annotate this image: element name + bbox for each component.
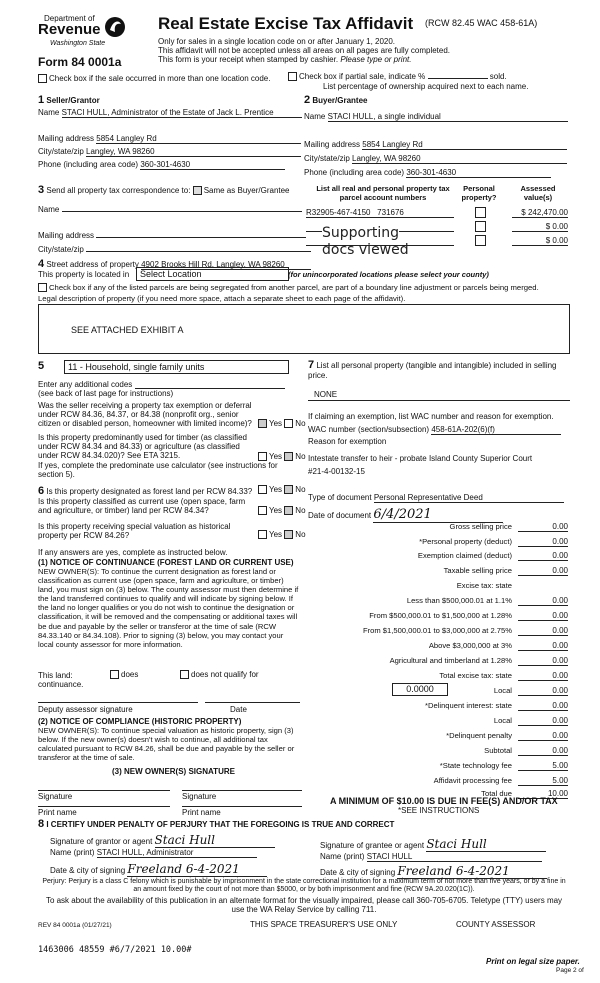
header-note-1: Only for sales in a single location code on or after January 1, 2020. xyxy=(158,37,396,46)
q-current-use: Is this property classified as current use (open space, farm and agriculture, or timber) land per RCW 84.34? xyxy=(38,497,246,515)
buyer-city[interactable]: Langley, WA 98260 xyxy=(352,154,567,164)
print-legal-note: Print on legal size paper. xyxy=(486,957,580,966)
assessor-label: COUNTY ASSESSOR xyxy=(456,920,536,929)
street-row: 4 Street address of property 4902 Brooks Hill Rd, Langley, WA 98260 xyxy=(38,258,311,270)
tax-row-label: Total due xyxy=(481,789,512,798)
personal-header: Personal property? xyxy=(461,184,497,202)
grantee-date-city[interactable]: Freeland 6-4-2021 xyxy=(397,864,547,879)
seller-mailing[interactable]: 5854 Langley Rd xyxy=(96,134,301,144)
partial-sale-check[interactable]: Check box if partial sale, indicate % sold. xyxy=(288,72,507,81)
notice-compliance-heading: (2) NOTICE OF COMPLIANCE (HISTORIC PROPERTY) xyxy=(38,717,242,726)
segregated-check[interactable]: Check box if any of the listed parcels are being segregated from another parcel, are part of a boundary line adjustment or parcels being merged. xyxy=(38,283,539,292)
sec5-number: 5 xyxy=(38,360,45,372)
tax-row-value[interactable]: 0.00 xyxy=(518,537,568,547)
located-label: This property is located in xyxy=(38,270,130,279)
tax-row-label: Gross selling price xyxy=(449,522,512,531)
dept-logo xyxy=(38,14,126,54)
q-exemption-answer[interactable]: Yes No xyxy=(258,419,306,428)
owner-sig-label-2: Signature xyxy=(182,792,217,801)
land-use-code-select[interactable]: 11 - Household, single family units xyxy=(64,360,289,374)
state-label: Washington State xyxy=(50,40,106,47)
q-timber: Is this property predominantly used for timber (as classified under RCW 84.34 and 84.33) or agriculture (as classified under RCW 84.34.020)? See ETA 3215. xyxy=(38,433,247,460)
perjury-notice: Perjury: Perjury is a class C felony which is punishable by imprisonment in the state correctional institution for a maximum term of not more than five years, or by a fine in an amount fixed by the court of not more than $5000, or by both imprisonment and fine (RCW 9A.20.020(1C)). xyxy=(42,878,566,893)
notice-continuance-heading: (1) NOTICE OF CONTINUANCE (FOREST LAND OR CURRENT USE) xyxy=(38,558,294,567)
does-not-qualify-check[interactable]: does not qualify for xyxy=(180,670,259,679)
revenue-label: Revenue xyxy=(38,21,101,38)
legal-desc-box[interactable] xyxy=(38,304,570,354)
owner-print-line-1[interactable] xyxy=(38,806,170,807)
q-timber-answer[interactable]: Yes No xyxy=(258,452,306,461)
seller-name[interactable]: STACI HULL, Administrator of the Estate of Jack L. Prentice xyxy=(62,108,302,118)
assessed-value-3[interactable]: $ 0.00 xyxy=(512,236,568,246)
supporting-stamp-2: docs viewed xyxy=(322,242,409,258)
q-current-use-answer[interactable]: Yes No xyxy=(258,506,306,515)
sec3-heading: 3 Send all property tax correspondence to: Same as Buyer/Grantee xyxy=(38,184,290,196)
buyer-phone[interactable]: 360-301-4630 xyxy=(406,168,551,178)
tax-row-value[interactable]: 0.00 xyxy=(518,731,568,741)
doc-type[interactable]: Personal Representative Deed xyxy=(374,493,564,503)
deputy-signature-line[interactable] xyxy=(38,702,198,703)
does-qualify-check[interactable]: does xyxy=(110,670,138,679)
grantee-sig-row: Signature of grantee or agent Staci Hull xyxy=(320,837,546,852)
tax-row-label: Exemption claimed (deduct) xyxy=(417,551,512,560)
supporting-stamp-1: Supporting xyxy=(322,225,399,241)
buyer-name-row: Name STACI HULL, a single individual xyxy=(304,112,568,122)
q-historic-answer[interactable]: Yes No xyxy=(258,530,306,539)
timber-calc-note: If yes, complete the predominate use calculator (see instructions for section 5). xyxy=(38,461,278,479)
new-owner-signature-heading: (3) NEW OWNER(S) SIGNATURE xyxy=(112,767,235,776)
tax-row-value[interactable]: 0.00 xyxy=(518,566,568,576)
continuance-label: continuance. xyxy=(38,680,84,689)
tax-row-label: From $500,000.01 to $1,500,000 at 1.28% xyxy=(369,611,512,620)
tax-row-label: Affidavit processing fee xyxy=(433,776,512,785)
tax-row-value[interactable]: 0.00 xyxy=(518,596,568,606)
seller-mailing-row: Mailing address 5854 Langley Rd xyxy=(38,134,301,144)
tax-row-label: Subtotal xyxy=(484,746,512,755)
grantor-name-row: Name (print) STACI HULL, Administrator xyxy=(50,848,257,858)
owner-print-label-2: Print name xyxy=(182,808,221,817)
tax-row-value[interactable]: 0.00 xyxy=(518,551,568,561)
tax-row-label: Local xyxy=(493,686,512,695)
buyer-heading: 2 Buyer/Grantee xyxy=(304,94,368,106)
notice-continuance-text: NEW OWNER(S): To continue the current designation as forest land or classification as current use (open space, farm and agriculture, or timber) land, you must sign on (3) below. The county assessor must then determine if the land transferred continues to qualify and will indicate by signing below. If the land no longer qualifies or you do not wish to continue the designation or classification, it will be removed and the compensating or additional taxes will be due and payable by the seller or transferor at the time of sale (RCW 84.33.140 or 84.34.108). Prior to signing (3) below, you may contact your local county assessor for more information. xyxy=(38,567,299,649)
street-address[interactable]: 4902 Brooks Hill Rd, Langley, WA 98260 xyxy=(141,260,311,270)
buyer-name[interactable]: STACI HULL, a single individual xyxy=(328,112,568,122)
q-exemption: Was the seller receiving a property tax exemption or deferral under RCW 84.36, 84.37, or 84.38 (nonprofit org., senior citizen or disabled person, homeowner with limited income)? xyxy=(38,401,252,428)
owner-sig-label-1: Signature xyxy=(38,792,73,801)
certify-heading: 8 I CERTIFY UNDER PENALTY OF PERJURY THAT THE FOREGOING IS TRUE AND CORRECT xyxy=(38,818,395,830)
header-note-3: This form is your receipt when stamped by cashier. Please type or print. xyxy=(158,55,412,64)
tax-row-label: Total excise tax: state xyxy=(439,671,512,680)
tax-row-label: Taxable selling price xyxy=(443,566,512,575)
reason-label: Reason for exemption xyxy=(308,437,387,446)
wac-number[interactable]: 458-61A-202(6)(f) xyxy=(431,425,561,435)
grantee-name[interactable]: STACI HULL xyxy=(367,852,542,862)
grantor-signature[interactable]: Staci Hull xyxy=(155,833,275,848)
rev-number: REV 84 0001a (01/27/21) xyxy=(38,922,112,929)
complete-note: If any answers are yes, complete as instructed below. xyxy=(38,548,228,557)
tax-row-label: Excise tax: state xyxy=(456,581,512,590)
buyer-phone-row: Phone (including area code) 360-301-4630 xyxy=(304,168,551,178)
wac-row: WAC number (section/subsection) 458-61A-202(6)(f) xyxy=(308,425,561,435)
treasurer-label: THIS SPACE TREASURER'S USE ONLY xyxy=(250,920,398,929)
deputy-date-label: Date xyxy=(230,705,247,714)
grantee-date-row: Date & city of signing Freeland 6-4-2021 xyxy=(320,864,547,879)
tax-row-value[interactable]: 0.00 xyxy=(518,716,568,726)
seller-phone-row: Phone (including area code) 360-301-4630 xyxy=(38,160,285,170)
tax-row-value[interactable]: 0.00 xyxy=(518,701,568,711)
seller-heading: 1 Seller/Grantor xyxy=(38,94,100,106)
q-historic: Is this property receiving special valuation as historical property per RCW 84.26? xyxy=(38,522,231,540)
form-title: Real Estate Excise Tax Affidavit xyxy=(158,14,414,33)
q-forest-answer[interactable]: Yes No xyxy=(258,485,306,494)
buyer-mailing[interactable]: 5854 Langley Rd xyxy=(362,140,567,150)
tax-row-value[interactable]: 0.00 xyxy=(518,626,568,636)
assessed-value-1[interactable]: $ 242,470.00 xyxy=(512,208,568,218)
doc-type-row: Type of document Personal Representative Deed xyxy=(308,493,564,503)
minimum-due-note: A MINIMUM OF $10.00 IS DUE IN FEE(S) AND/OR TAX xyxy=(330,796,558,806)
tax-row-label: *Personal property (deduct) xyxy=(419,537,512,546)
cashier-stamp: 1463006 48559 #6/7/2021 10.00# xyxy=(38,945,192,955)
sec3-mailing[interactable] xyxy=(96,228,306,238)
tax-row-value[interactable]: 0.00 xyxy=(518,611,568,621)
grantee-signature[interactable]: Staci Hull xyxy=(426,837,546,852)
tax-row-value[interactable]: 5.00 xyxy=(518,761,568,771)
see-back-label: (see back of last page for instructions) xyxy=(38,389,174,398)
additional-codes-label: Enter any additional codes xyxy=(38,380,133,389)
doc-date[interactable]: 6/4/2021 xyxy=(373,507,503,523)
sec3-name[interactable] xyxy=(62,202,302,212)
owner-print-label-1: Print name xyxy=(38,808,77,817)
tax-row-label: Above $3,000,000 at 3% xyxy=(428,641,512,650)
see-instructions-note: *SEE INSTRUCTIONS xyxy=(398,806,480,815)
tax-row-value[interactable]: 0.00 xyxy=(518,641,568,651)
reason-text-2[interactable]: #21-4-00132-15 xyxy=(308,467,365,476)
assessed-value-2[interactable]: $ 0.00 xyxy=(512,222,568,232)
tax-row-value[interactable]: 0.00 xyxy=(518,671,568,681)
buyer-mailing-row: Mailing address 5854 Langley Rd xyxy=(304,140,567,150)
tax-row-value[interactable]: 5.00 xyxy=(518,776,568,786)
revenue-logo-icon xyxy=(104,16,126,38)
legal-desc-label: Legal description of property (if you need more space, attach a separate sheet to each page of the affidavit). xyxy=(38,294,406,303)
this-land-label: This land: xyxy=(38,671,73,680)
tax-row-value[interactable]: 0.00 xyxy=(518,522,568,532)
form-number: Form 84 0001a xyxy=(38,55,122,69)
personal-check-1[interactable] xyxy=(475,207,486,218)
page-number: Page 2 of xyxy=(556,967,584,974)
dept-label: Department of xyxy=(44,14,95,23)
local-rate-box[interactable]: 0.0000 xyxy=(392,683,448,696)
owner-signature-line-1[interactable] xyxy=(38,790,170,791)
grantee-name-row: Name (print) STACI HULL xyxy=(320,852,542,862)
grantor-date-city[interactable]: Freeland 6-4-2021 xyxy=(127,862,267,877)
sec3-city-row: City/state/zip xyxy=(38,242,311,254)
tax-row-label: *Delinquent interest: state xyxy=(425,701,512,710)
seller-city-row: City/state/zip Langley, WA 98260 xyxy=(38,147,301,157)
tax-row-value[interactable]: 0.00 xyxy=(518,686,568,696)
tax-row-label: Agricultural and timberland at 1.28% xyxy=(389,656,512,665)
personal-property-line xyxy=(308,400,570,401)
tax-row-value[interactable]: 0.00 xyxy=(518,656,568,666)
owner-signature-line-2[interactable] xyxy=(182,790,302,791)
list-percentage-note: List percentage of ownership acquired next to each name. xyxy=(323,82,529,91)
personal-property-none[interactable]: NONE xyxy=(314,390,338,399)
uninc-note: (for unincorporated locations please select your county) xyxy=(288,270,489,279)
personal-check-3[interactable] xyxy=(475,235,486,246)
availability-note: To ask about the availability of this publication in an alternate format for the visually impaired, please call 360-705-6705. Teletype (TTY) users may use the WA Relay Service by calling 711. xyxy=(45,896,563,914)
tax-row-value[interactable]: 10.00 xyxy=(518,789,568,799)
grantor-sig-row: Signature of grantor or agent Staci Hull xyxy=(50,833,275,848)
sec3-city[interactable] xyxy=(86,242,311,252)
owner-print-line-2[interactable] xyxy=(182,806,302,807)
assessed-header: Assessed value(s) xyxy=(520,184,556,202)
deputy-label: Deputy assessor signature xyxy=(38,705,133,714)
tax-row-label: *Delinquent penalty xyxy=(446,731,512,740)
parcel-header: List all real and personal property tax parcel account numbers xyxy=(316,184,450,202)
seller-city[interactable]: Langley, WA 98260 xyxy=(86,147,301,157)
sec7-label: 7 List all personal property (tangible and intangible) included in selling price. xyxy=(308,359,557,380)
exemption-label: If claiming an exemption, list WAC number and reason for exemption. xyxy=(308,412,554,421)
doc-date-row: Date of document 6/4/2021 xyxy=(308,507,503,523)
sec3-mailing-row: Mailing address xyxy=(38,228,306,240)
buyer-city-row: City/state/zip Langley, WA 98260 xyxy=(304,154,567,164)
legal-desc-text: SEE ATTACHED EXHIBIT A xyxy=(71,325,184,335)
seller-phone[interactable]: 360-301-4630 xyxy=(140,160,285,170)
notice-compliance-text: NEW OWNER(S): To continue special valuation as historic property, sign (3) below. If the new owner(s) doesn't wish to continue, all additional tax calculated pursuant to RCW 84.26, shall be due and payable by the seller or transferor at the time of sale. xyxy=(38,726,295,763)
q-forest: 6 Is this property designated as forest land per RCW 84.33? xyxy=(38,485,253,497)
grantor-date-row: Date & city of signing Freeland 6-4-2021 xyxy=(50,862,267,877)
seller-name-row: Name STACI HULL, Administrator of the Estate of Jack L. Prentice xyxy=(38,108,302,118)
personal-check-2[interactable] xyxy=(475,221,486,232)
location-select[interactable]: Select Location xyxy=(136,267,289,281)
tax-row-value[interactable]: 0.00 xyxy=(518,746,568,756)
deputy-date-line[interactable] xyxy=(205,702,300,703)
header-note-2: This affidavit will not be accepted unless all areas on all pages are fully completed. xyxy=(158,46,451,55)
tax-row-label: Local xyxy=(493,716,512,725)
grantor-name[interactable]: STACI HULL, Administrator xyxy=(97,848,257,858)
sec3-name-row: Name xyxy=(38,202,302,214)
tax-row-label: From $1,500,000.01 to $3,000,000 at 2.75% xyxy=(362,626,512,635)
parcel-row-1[interactable]: R32905-467-4150 731676 xyxy=(306,208,454,218)
reason-text-1[interactable]: Intestate transfer to heir - probate Island County Superior Court xyxy=(308,454,533,463)
tax-row-label: *State technology fee xyxy=(439,761,512,770)
rcw-ref: (RCW 82.45 WAC 458-61A) xyxy=(425,18,538,28)
tax-row-label: Less than $500,000.01 at 1.1% xyxy=(406,596,512,605)
multi-location-check[interactable]: Check box if the sale occurred in more than one location code. xyxy=(38,74,270,83)
